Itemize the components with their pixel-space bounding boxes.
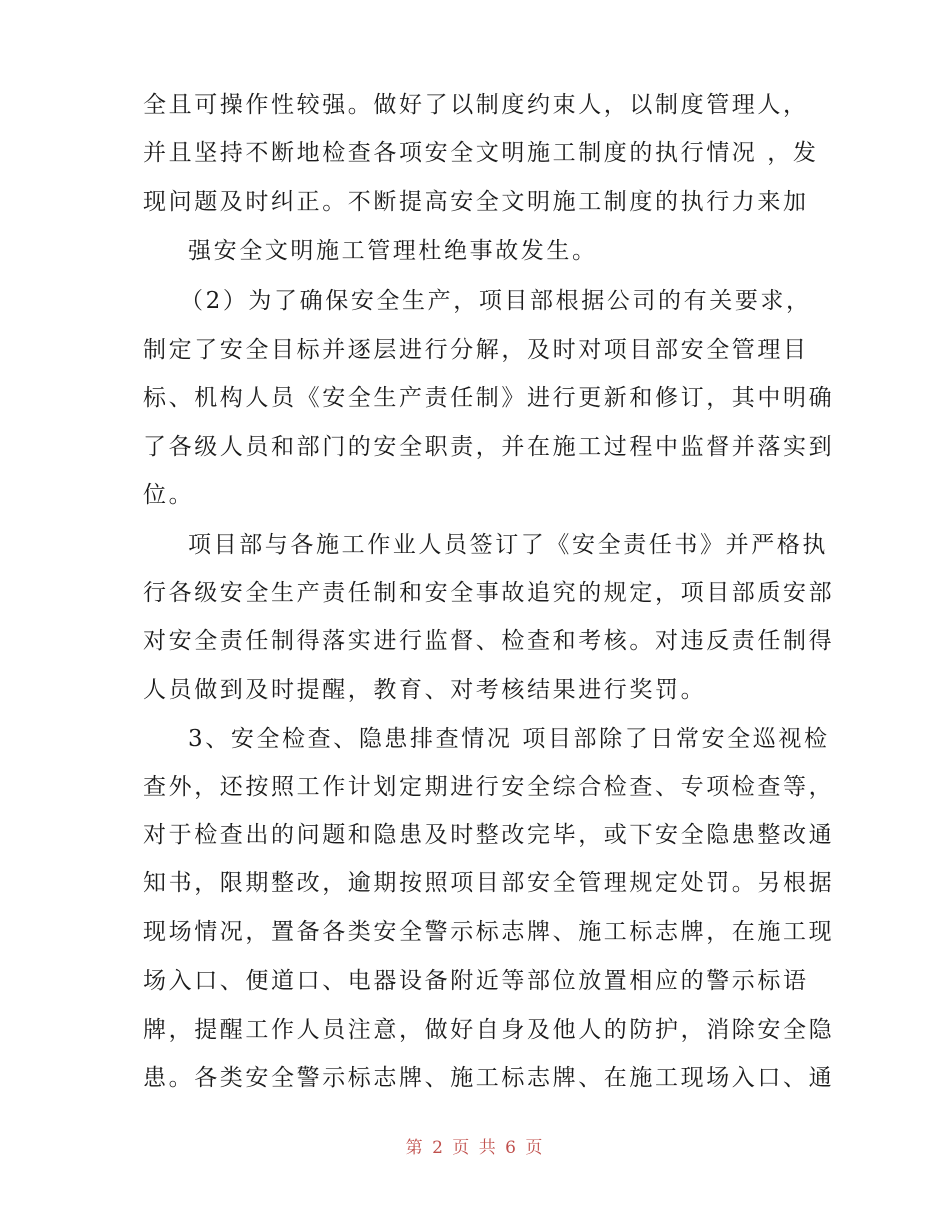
text-line: 现场情况，置备各类安全警示标志牌、施工标志牌，在施工现 [143, 919, 835, 945]
text-line: 行各级安全生产责任制和安全事故追究的规定，项目部质安部 [143, 580, 835, 606]
text-line: 了各级人员和部门的安全职责，并在施工过程中监督并落实到 [143, 434, 835, 460]
text-line: 位。 [143, 482, 195, 508]
page-footer: 第 2 页 共 6 页 [405, 1138, 545, 1158]
text-line: 查外，还按照工作计划定期进行安全综合检查、专项检查等， [143, 774, 835, 800]
text-line: 对于检查出的问题和隐患及时整改完毕，或下安全隐患整改通 [143, 822, 835, 848]
text-line: 全且可操作性较强。做好了以制度约束人，以制度管理人， [143, 92, 809, 118]
text-line: 人员做到及时提醒，教育、对考核结果进行奖罚。 [143, 677, 707, 703]
text-line: 场入口、便道口、电器设备附近等部位放置相应的警示标语 [143, 968, 809, 994]
text-line: 项目部与各施工作业人员签订了《安全责任书》并严格执 [188, 532, 828, 558]
text-line: 牌，提醒工作人员注意，做好自身及他人的防护，消除安全隐 [143, 1017, 835, 1043]
text-line: （2）为了确保安全生产，项目部根据公司的有关要求， [180, 288, 812, 314]
text-line: 现问题及时纠正。不断提高安全文明施工制度的执行力来加 [143, 189, 809, 215]
text-line: 患。各类安全警示标志牌、施工标志牌、在施工现场入口、通 [143, 1065, 835, 1091]
text-line: 3、安全检查、隐患排查情况 项目部除了日常安全巡视检 [188, 726, 830, 752]
text-line: 并且坚持不断地检查各项安全文明施工制度的执行情况 ，发 [143, 140, 819, 166]
text-line: 强安全文明施工管理杜绝事故发生。 [188, 238, 598, 264]
text-line: 对安全责任制得落实进行监督、检查和考核。对违反责任制得 [143, 628, 835, 654]
text-line: 制定了安全目标并逐层进行分解，及时对项目部安全管理目 [143, 337, 809, 363]
text-line: 标、机构人员《安全生产责任制》进行更新和修订，其中明确 [143, 385, 835, 411]
text-line: 知书，限期整改，逾期按照项目部安全管理规定处罚。另根据 [143, 870, 835, 896]
